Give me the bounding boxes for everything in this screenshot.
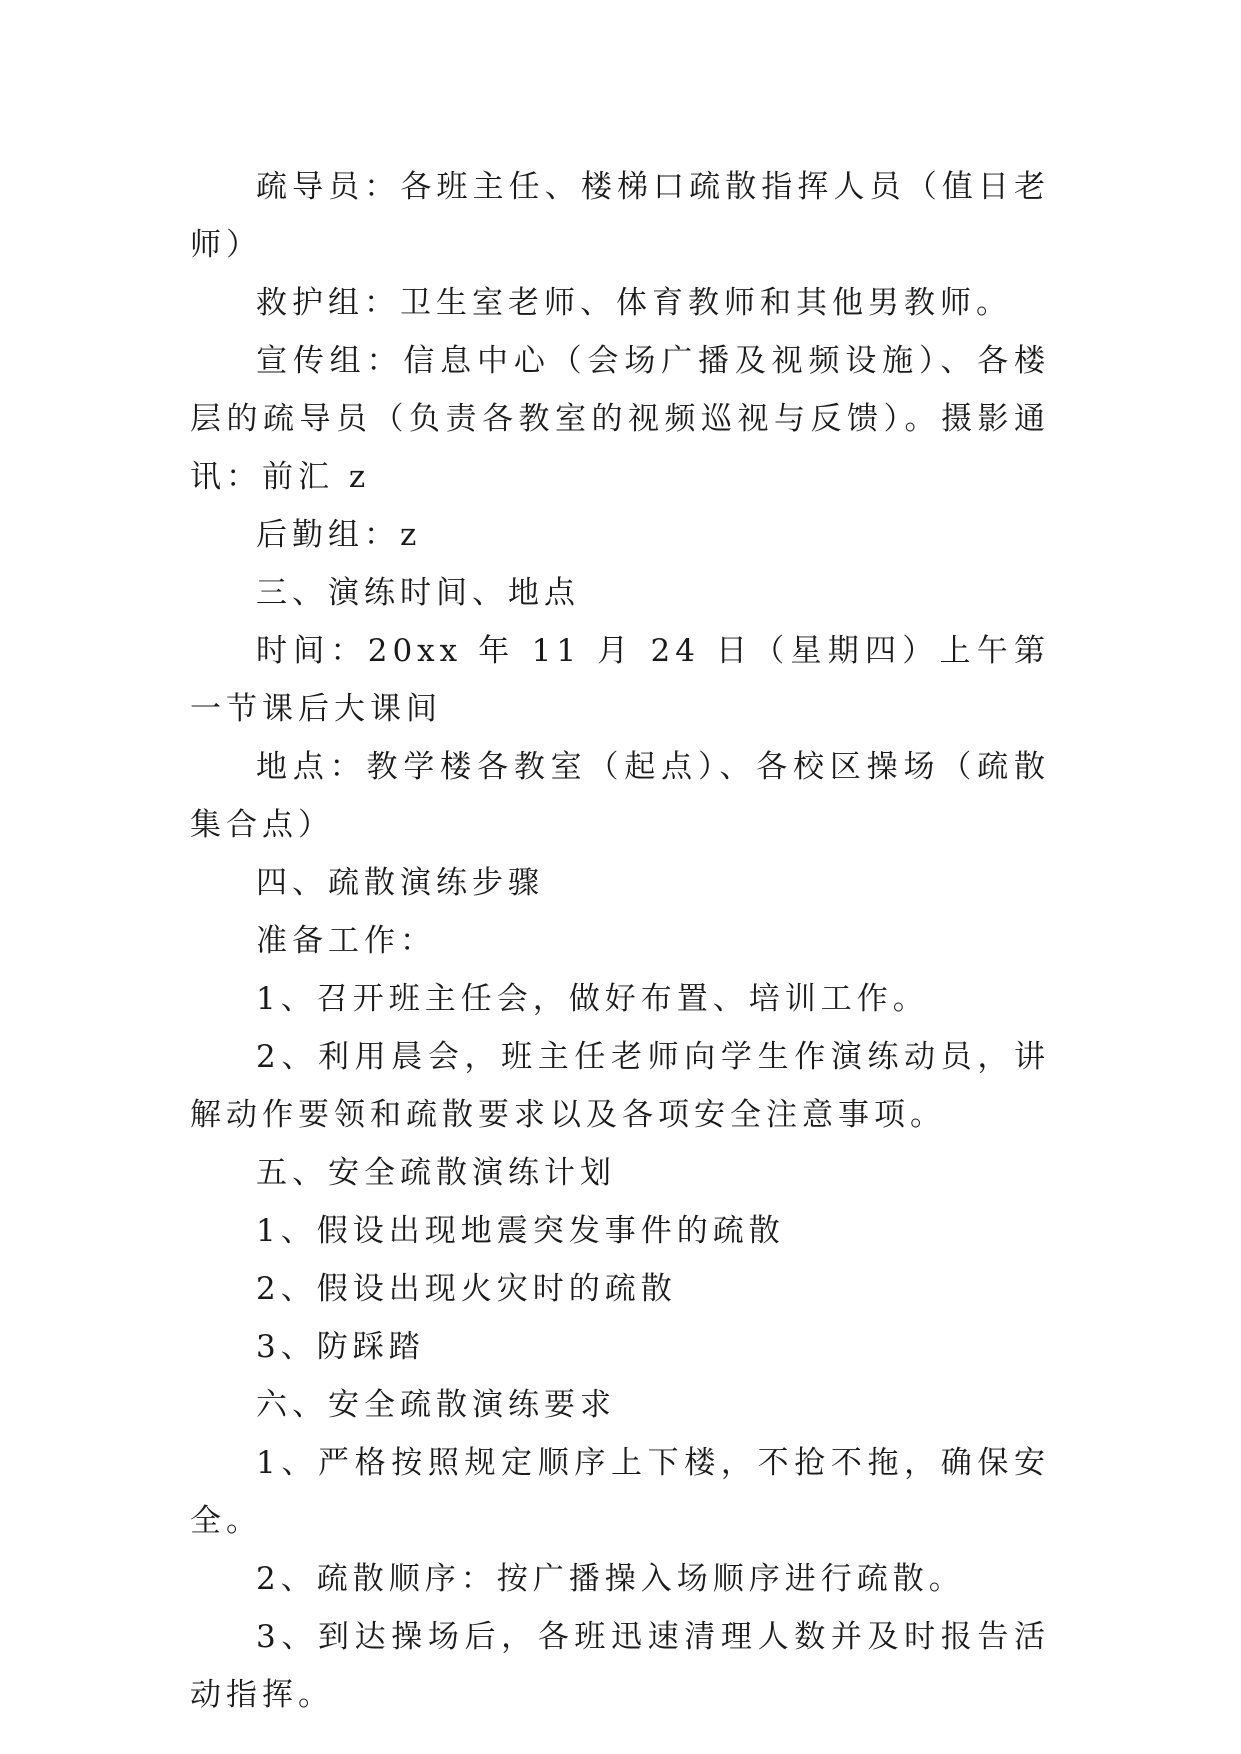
paragraph-publicity-team: 宣传组：信息中心（会场广播及视频设施）、各楼层的疏导员（负责各教室的视频巡视与反馈）。摄影通讯：前汇 z: [190, 343, 1050, 495]
list-item-req-2: 2、疏散顺序：按广播操入场顺序进行疏散。: [256, 1561, 965, 1597]
paragraph-place: 地点：教学楼各教室（起点）、各校区操场（疏散集合点）: [190, 749, 1050, 843]
list-item-plan-3: 3、防踩踏: [256, 1329, 425, 1365]
section-heading-time-place: 三、演练时间、地点: [256, 575, 580, 611]
section-heading-drill-steps: 四、疏散演练步骤: [256, 865, 544, 901]
section-heading-drill-requirements: 六、安全疏散演练要求: [256, 1387, 616, 1423]
section-heading-drill-plan: 五、安全疏散演练计划: [256, 1155, 616, 1191]
list-item-req-1: 1、严格按照规定顺序上下楼，不抢不拖，确保安全。: [190, 1445, 1050, 1539]
paragraph-rescue-team: 救护组：卫生室老师、体育教师和其他男教师。: [256, 285, 1012, 321]
paragraph-preparation: 准备工作：: [256, 923, 436, 959]
list-item-plan-2: 2、假设出现火灾时的疏散: [256, 1271, 677, 1307]
paragraph-guides: 疏导员：各班主任、楼梯口疏散指挥人员（值日老师）: [190, 169, 1050, 263]
paragraph-logistics-team: 后勤组：z: [256, 517, 422, 553]
document-body: [190, 158, 1050, 1724]
list-item-req-3: 3、到达操场后，各班迅速清理人数并及时报告活动指挥。: [190, 1619, 1050, 1713]
list-item-plan-1: 1、假设出现地震突发事件的疏散: [256, 1213, 785, 1249]
list-item-prep-1: 1、召开班主任会，做好布置、培训工作。: [256, 981, 929, 1017]
paragraph-time: 时间：20xx 年 11 月 24 日（星期四）上午第一节课后大课间: [190, 633, 1050, 727]
list-item-prep-2: 2、利用晨会，班主任老师向学生作演练动员，讲解动作要领和疏散要求以及各项安全注意事项。: [190, 1039, 1050, 1133]
